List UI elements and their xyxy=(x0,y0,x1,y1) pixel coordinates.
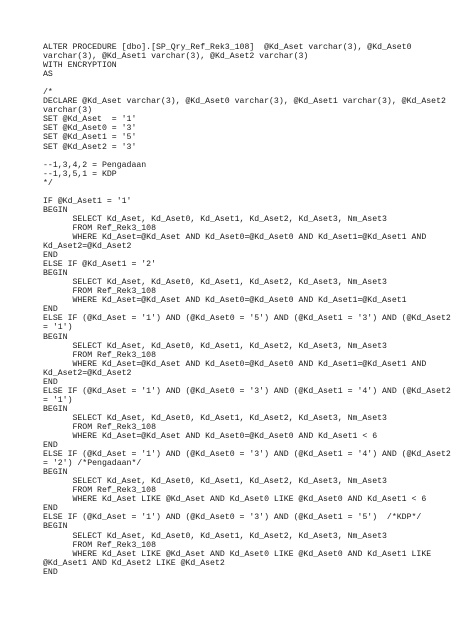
code-line: ELSE IF (@Kd_Aset = '1') AND (@Kd_Aset0 = '5') AND (@Kd_Aset1 = '3') AND (@Kd_Aset2 xyxy=(43,314,451,324)
code-line: BEGIN xyxy=(43,404,68,414)
code-line xyxy=(43,188,443,197)
code-line: BEGIN xyxy=(43,332,68,342)
code-line: END xyxy=(43,377,58,387)
code-line: SELECT Kd_Aset, Kd_Aset0, Kd_Aset1, Kd_Aset2, Kd_Aset3, Nm_Aset3 xyxy=(43,278,387,288)
code-line: varchar(3), @Kd_Aset1 varchar(3), @Kd_Aset2 varchar(3) xyxy=(43,52,309,62)
code-line: END xyxy=(43,567,58,577)
code-line: END xyxy=(43,251,58,261)
code-line: ELSE IF (@Kd_Aset = '1') AND (@Kd_Aset0 = '3') AND (@Kd_Aset1 = '5') /*KDP*/ xyxy=(43,513,422,523)
code-line: IF @Kd_Aset1 = '1' xyxy=(43,196,132,206)
code-line: SET @Kd_Aset2 = '3' xyxy=(43,142,137,152)
code-line: WHERE Kd_Aset=@Kd_Aset AND Kd_Aset0=@Kd_Aset0 AND Kd_Aset1=@Kd_Aset1 AND xyxy=(43,359,427,369)
code-line: SET @Kd_Aset = '1' xyxy=(43,115,137,125)
code-line: SELECT Kd_Aset, Kd_Aset0, Kd_Aset1, Kd_Aset2, Kd_Aset3, Nm_Aset3 xyxy=(43,341,387,351)
code-line: SELECT Kd_Aset, Kd_Aset0, Kd_Aset1, Kd_Aset2, Kd_Aset3, Nm_Aset3 xyxy=(43,531,387,541)
code-line: */ xyxy=(43,178,53,188)
code-line: WITH ENCRYPTION xyxy=(43,61,117,71)
code-line: BEGIN xyxy=(43,205,68,215)
code-line: ELSE IF (@Kd_Aset = '1') AND (@Kd_Aset0 = '3') AND (@Kd_Aset1 = '4') AND (@Kd_Aset2 xyxy=(43,450,451,460)
code-line: END xyxy=(43,441,58,451)
code-line: WHERE Kd_Aset LIKE @Kd_Aset AND Kd_Aset0 LIKE @Kd_Aset0 AND Kd_Aset1 LIKE xyxy=(43,549,432,559)
code-line: = '2') /*Pengadaan*/ xyxy=(43,459,142,469)
code-line: ALTER PROCEDURE [dbo].[SP_Qry_Ref_Rek3_108] @Kd_Aset varchar(3), @Kd_Aset0 xyxy=(43,43,412,52)
code-line: = '1') xyxy=(43,323,73,333)
code-line: FROM Ref_Rek3_108 xyxy=(43,350,157,360)
code-line: /* xyxy=(43,88,53,98)
code-line: WHERE Kd_Aset LIKE @Kd_Aset AND Kd_Aset0 LIKE @Kd_Aset0 AND Kd_Aset1 < 6 xyxy=(43,495,427,505)
code-line: SELECT Kd_Aset, Kd_Aset0, Kd_Aset1, Kd_Aset2, Kd_Aset3, Nm_Aset3 xyxy=(43,413,387,423)
code-line: WHERE Kd_Aset=@Kd_Aset AND Kd_Aset0=@Kd_Aset0 AND Kd_Aset1=@Kd_Aset1 AND xyxy=(43,232,427,242)
code-line: BEGIN xyxy=(43,468,68,478)
code-line: --1,3,4,2 = Pengadaan xyxy=(43,160,147,170)
code-line: END xyxy=(43,305,58,315)
code-line: FROM Ref_Rek3_108 xyxy=(43,223,157,233)
code-line: = '1') xyxy=(43,395,73,405)
code-line: --1,3,5,1 = KDP xyxy=(43,169,117,179)
code-line: @Kd_Aset1 AND Kd_Aset2 LIKE @Kd_Aset2 xyxy=(43,558,225,568)
code-line: BEGIN xyxy=(43,269,68,279)
code-line xyxy=(43,152,443,161)
sql-code-block xyxy=(43,43,451,577)
code-line: SELECT Kd_Aset, Kd_Aset0, Kd_Aset1, Kd_Aset2, Kd_Aset3, Nm_Aset3 xyxy=(43,214,387,224)
code-line: FROM Ref_Rek3_108 xyxy=(43,486,157,496)
code-line xyxy=(43,79,443,88)
code-line: FROM Ref_Rek3_108 xyxy=(43,422,157,432)
code-line: ELSE IF (@Kd_Aset = '1') AND (@Kd_Aset0 = '3') AND (@Kd_Aset1 = '4') AND (@Kd_Aset2 xyxy=(43,386,451,396)
code-line: WHERE Kd_Aset=@Kd_Aset AND Kd_Aset0=@Kd_Aset0 AND Kd_Aset1=@Kd_Aset1 xyxy=(43,296,407,306)
code-line: varchar(3) xyxy=(43,106,93,116)
code-line: ELSE IF @Kd_Aset1 = '2' xyxy=(43,260,157,270)
code-line: Kd_Aset2=@Kd_Aset2 xyxy=(43,368,132,378)
code-line: SET @Kd_Aset1 = '5' xyxy=(43,133,137,143)
code-line: END xyxy=(43,504,58,514)
code-line: WHERE Kd_Aset=@Kd_Aset AND Kd_Aset0=@Kd_Aset0 AND Kd_Aset1 < 6 xyxy=(43,432,378,442)
code-line: SET @Kd_Aset0 = '3' xyxy=(43,124,137,134)
code-line: SELECT Kd_Aset, Kd_Aset0, Kd_Aset1, Kd_Aset2, Kd_Aset3, Nm_Aset3 xyxy=(43,477,387,487)
code-line: FROM Ref_Rek3_108 xyxy=(43,540,157,550)
code-line: Kd_Aset2=@Kd_Aset2 xyxy=(43,242,132,252)
code-line: BEGIN xyxy=(43,522,68,532)
code-line: FROM Ref_Rek3_108 xyxy=(43,287,157,297)
code-line: DECLARE @Kd_Aset varchar(3), @Kd_Aset0 varchar(3), @Kd_Aset1 varchar(3), @Kd_Aset2 xyxy=(43,97,446,107)
code-line: AS xyxy=(43,70,53,80)
